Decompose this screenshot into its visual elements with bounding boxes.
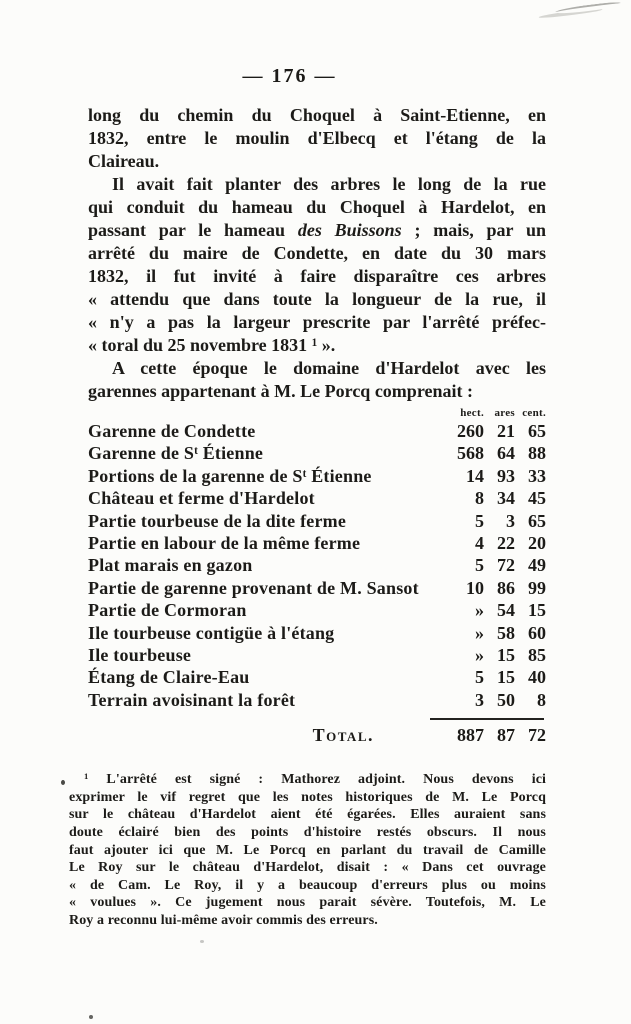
total-rule xyxy=(430,718,544,720)
value-hect: 5 xyxy=(475,555,484,576)
row-label xyxy=(88,532,438,554)
value-hect: 8 xyxy=(475,488,484,509)
text-run: Partie tourbeuse de la dite ferme xyxy=(88,510,347,531)
footnote-line xyxy=(69,806,546,824)
value-hect: 568 xyxy=(457,443,484,464)
land-measures-table xyxy=(88,407,546,747)
text-line xyxy=(88,334,546,357)
row-label xyxy=(88,577,438,599)
table-row xyxy=(88,487,546,509)
value-ares: 15 xyxy=(497,645,515,666)
text-run: L'arrêté est signé : Mathorez adjoint. Nous devons ici xyxy=(88,772,546,788)
text-run: « voulues ». Ce jugement nous parait sévère. Toutefois, M. Le xyxy=(69,895,546,911)
value-ares: 54 xyxy=(497,600,515,621)
table-column-headers xyxy=(88,407,546,420)
page-content xyxy=(69,104,546,930)
value-hect: » xyxy=(475,600,484,621)
superscript-marker: 1 xyxy=(84,771,89,782)
value-ares: 50 xyxy=(497,689,515,710)
text-line xyxy=(88,311,546,334)
text-line xyxy=(88,127,546,150)
table-row xyxy=(88,465,546,487)
value-ares: 34 xyxy=(497,488,515,509)
value-ares: 72 xyxy=(497,555,515,576)
text-run: « de Cam. Le Roy, il y a beaucoup d'erreurs plus ou moins xyxy=(69,877,546,893)
value-ares: 22 xyxy=(497,533,515,554)
table-rows xyxy=(88,420,546,711)
text-run: Château et ferme d'Hardelot xyxy=(88,488,315,509)
value-hect: 4 xyxy=(475,533,484,554)
value-hect: 5 xyxy=(475,667,484,688)
text-run: exprimer le vif regret que les notes historiques de M. Le Porcq xyxy=(69,789,546,805)
table-row xyxy=(88,442,546,464)
footnote-line xyxy=(69,842,546,860)
value-hect: 5 xyxy=(475,510,484,531)
text-run: arrêté du maire de Condette, en date du 30 mars xyxy=(88,243,546,263)
value-hect: » xyxy=(475,622,484,643)
value-cent: 20 xyxy=(528,533,546,554)
value-hect: 3 xyxy=(475,689,484,710)
value-ares: 93 xyxy=(497,465,515,486)
text-line xyxy=(88,219,546,242)
scan-dot xyxy=(89,1015,93,1019)
value-cent: 65 xyxy=(528,510,546,531)
spacer xyxy=(88,407,438,420)
text-run: Plat marais en gazon xyxy=(88,555,253,576)
footnote xyxy=(69,771,546,929)
footnote-line xyxy=(69,859,546,877)
value-ares: 15 xyxy=(497,667,515,688)
text-run: qui conduit du hameau du Choquel à Hardelot, en xyxy=(88,197,546,217)
text-run: « n'y a pas la largeur prescrite par l'arrêté préfec- xyxy=(88,312,546,332)
text-run: A cette époque le domaine d'Hardelot avec les xyxy=(112,358,546,378)
paragraph xyxy=(88,357,546,403)
text-run: des Buissons xyxy=(297,220,402,240)
footnote-line xyxy=(69,894,546,912)
value-hect: 260 xyxy=(457,421,484,441)
text-run: Étang de Claire-Eau xyxy=(88,667,250,688)
row-label xyxy=(88,420,438,442)
value-ares: 21 xyxy=(497,421,515,441)
value-ares: 3 xyxy=(506,510,515,531)
footnote-line xyxy=(69,824,546,842)
table-row xyxy=(88,532,546,554)
text-run: long du chemin du Choquel à Saint-Etienne, en xyxy=(88,105,546,125)
page-number: — 176 — xyxy=(242,65,337,87)
value-cent: 60 xyxy=(528,622,546,643)
text-run: Partie de Cormoran xyxy=(88,600,247,621)
table-row xyxy=(88,510,546,532)
footnote-line xyxy=(69,771,546,789)
text-run: 1832, il fut invité à faire disparaître ces arbres xyxy=(88,266,546,286)
row-label xyxy=(88,510,438,532)
text-line xyxy=(88,288,546,311)
superscript-marker: 1 xyxy=(311,336,318,349)
value-cent: 99 xyxy=(528,577,546,598)
text-run: ; mais, par un xyxy=(401,220,546,240)
text-line xyxy=(88,357,546,380)
text-run: Claireau. xyxy=(88,151,160,171)
text-line xyxy=(88,380,546,403)
text-run: Garenne de Condette xyxy=(88,421,256,441)
text-run: Roy a reconnu lui-même avoir commis des erreurs. xyxy=(69,913,378,929)
total-label: Total. xyxy=(312,725,374,746)
total-hect: 887 xyxy=(457,725,484,746)
value-cent: 15 xyxy=(528,600,546,621)
row-label xyxy=(88,442,438,464)
text-run: Terrain avoisinant la forêt xyxy=(88,689,296,710)
table-row xyxy=(88,554,546,576)
value-hect: 14 xyxy=(466,465,484,486)
text-run: Le Roy sur le château d'Hardelot, disait : « Dans cet ouvrage xyxy=(69,860,546,876)
text-run: Étienne xyxy=(306,465,372,486)
paragraph xyxy=(88,104,546,173)
row-label xyxy=(88,689,438,711)
text-run: Étienne xyxy=(198,443,264,464)
row-label xyxy=(88,487,438,509)
col-header-cent: cent. xyxy=(522,407,546,419)
col-header-hect: hect. xyxy=(460,407,484,419)
text-line xyxy=(88,104,546,127)
superscript-marker: t xyxy=(194,445,198,458)
row-label xyxy=(88,554,438,576)
value-hect: » xyxy=(475,645,484,666)
footnote-line xyxy=(69,789,546,807)
text-run: Partie en labour de la même ferme xyxy=(88,533,361,554)
text-run: Portions de la garenne de S xyxy=(88,465,303,486)
value-ares: 58 xyxy=(497,622,515,643)
text-run: garennes appartenant à M. Le Porcq comprenait : xyxy=(88,381,473,401)
text-run: Ile tourbeuse xyxy=(88,645,192,666)
row-label xyxy=(88,622,438,644)
text-run: Il avait fait planter des arbres le long de la rue xyxy=(112,174,546,194)
text-line xyxy=(88,242,546,265)
text-line xyxy=(88,265,546,288)
row-label xyxy=(88,644,438,666)
value-cent: 88 xyxy=(528,443,546,464)
text-run: ». xyxy=(317,335,336,355)
row-label xyxy=(88,599,438,621)
text-run: Partie de garenne provenant de M. Sansot xyxy=(88,577,419,598)
value-cent: 85 xyxy=(528,645,546,666)
total-ares: 87 xyxy=(497,725,515,746)
scan-dot xyxy=(61,780,65,785)
table-row xyxy=(88,420,546,442)
text-run: doute éclairé bien des points d'histoire restés obscurs. Il nous xyxy=(69,825,546,841)
text-run: « attendu que dans toute la longueur de la rue, il xyxy=(88,289,546,309)
text-run: 1832, entre le moulin d'Elbecq et l'étang de la xyxy=(88,128,546,148)
row-label xyxy=(88,666,438,688)
total-row xyxy=(88,724,546,747)
text-run: Ile tourbeuse contigüe à l'étang xyxy=(88,622,335,643)
text-line xyxy=(88,196,546,219)
table-row xyxy=(88,666,546,688)
table-row xyxy=(88,599,546,621)
body-text xyxy=(88,104,546,403)
table-row xyxy=(88,577,546,599)
value-ares: 64 xyxy=(497,443,515,464)
col-header-ares: ares xyxy=(494,407,515,419)
text-line xyxy=(88,173,546,196)
paragraph xyxy=(88,173,546,357)
scan-dot xyxy=(200,940,204,943)
value-cent: 8 xyxy=(537,689,546,710)
value-hect: 10 xyxy=(466,577,484,598)
value-cent: 65 xyxy=(528,421,546,441)
text-run: passant par le hameau xyxy=(88,220,298,240)
text-run: Garenne de S xyxy=(88,443,195,464)
value-cent: 40 xyxy=(528,667,546,688)
footnote-line xyxy=(69,877,546,895)
table-row xyxy=(88,689,546,711)
text-run: « toral du 25 novembre 1831 xyxy=(88,335,312,355)
superscript-marker: t xyxy=(302,467,307,480)
table-row xyxy=(88,622,546,644)
value-cent: 45 xyxy=(528,488,546,509)
text-run: faut ajouter ici que M. Le Porcq en parlant du travail de Camille xyxy=(69,842,546,858)
value-cent: 49 xyxy=(528,555,546,576)
text-line xyxy=(88,150,546,173)
text-run: sur le château d'Hardelot aient été égarées. Elles auraient sans xyxy=(69,807,546,823)
value-ares: 86 xyxy=(497,577,515,598)
footnote-line xyxy=(69,912,546,930)
row-label xyxy=(88,465,438,487)
table-row xyxy=(88,644,546,666)
total-cent: 72 xyxy=(528,725,546,746)
value-cent: 33 xyxy=(528,465,546,486)
